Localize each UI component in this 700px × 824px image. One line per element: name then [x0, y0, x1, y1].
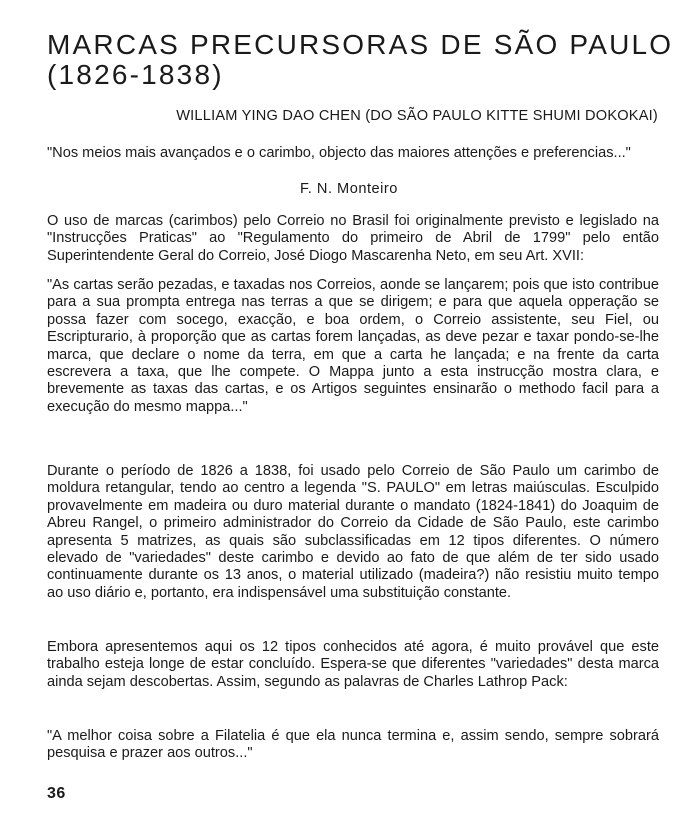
paragraph-regulation-quote: "As cartas serão pezadas, e taxadas nos Correios, aonde se lançarem; pois que isto contribue para a sua prompta entrega nas terras a que se dirigem; e para que aquela opperação se possa fazer com socego, exacção, e boa ordem, o Correio assistente, seu Fiel, ou Escripturario, à proporção que as cartas forem lançadas, as deve pezar e taxar pondo-se-lhe marca, que declare o nome da terra, em que a carta he lançada; e na frente da carta escrevera a taxa, que lhe compete. O Mappa junto a esta instrucção mostra clara, e brevemente as taxas das cartas, e os Artigos seguintes ensinarão o methodo facil para a execução do mesmo mappa..." — [47, 277, 659, 415]
page-number: 36 — [47, 785, 66, 802]
paragraph-stamp-history: Durante o período de 1826 a 1838, foi usado pelo Correio de São Paulo um carimbo de moldura retangular, tendo ao centro a legenda "S. PAULO" em letras maiúsculas. Esculpido provavelmente em madeira ou duro material durante o mandato (1824-1841) do Joaquim de Abreu Rangel, o primeiro administrador do Correio da Cidade de São Paulo, este carimbo apresenta 5 matrizes, as quais são subclassificadas em 12 tipos diferentes. O número elevado de "variedades" deste carimbo e devido ao fato de que além de ter sido usado continuamente durante os 13 anos, o material utilizado (madeira?) não resistiu muito tempo ao uso diário e, portanto, era indispensável uma substituição constante. — [47, 463, 659, 601]
author-byline: WILLIAM YING DAO CHEN (DO SÃO PAULO KITTE SHUMI DOKOKAI) — [176, 108, 658, 124]
paragraph-known-types: Embora apresentemos aqui os 12 tipos conhecidos até agora, é muito provável que este trabalho esteja longe de estar concluído. Espera-se que diferentes "variedades" desta marca ainda sejam descobertas. Assim, segundo as palavras de Charles Lathrop Pack: — [47, 639, 659, 690]
epigraph-quote: "Nos meios mais avançados e o carimbo, objecto das maiores attenções e preferencias..." — [47, 145, 631, 161]
title-line-1: MARCAS PRECURSORAS DE SÃO PAULO — [47, 29, 674, 60]
paragraph-closing-quote: "A melhor coisa sobre a Filatelia é que ela nunca termina e, assim sendo, sempre sobrará pesquisa e prazer aos outros..." — [47, 728, 659, 762]
paragraph-intro: O uso de marcas (carimbos) pelo Correio no Brasil foi originalmente previsto e legislado na "Instrucções Praticas" ao "Regulamento do primeiro de Abril de 1799" pelo então Superintendente Geral do Correio, José Diogo Mascarenha Neto, em seu Art. XVII: — [47, 213, 659, 264]
title-line-2: (1826-1838) — [47, 59, 224, 90]
article-title — [47, 29, 674, 90]
epigraph-author: F. N. Monteiro — [300, 181, 398, 197]
